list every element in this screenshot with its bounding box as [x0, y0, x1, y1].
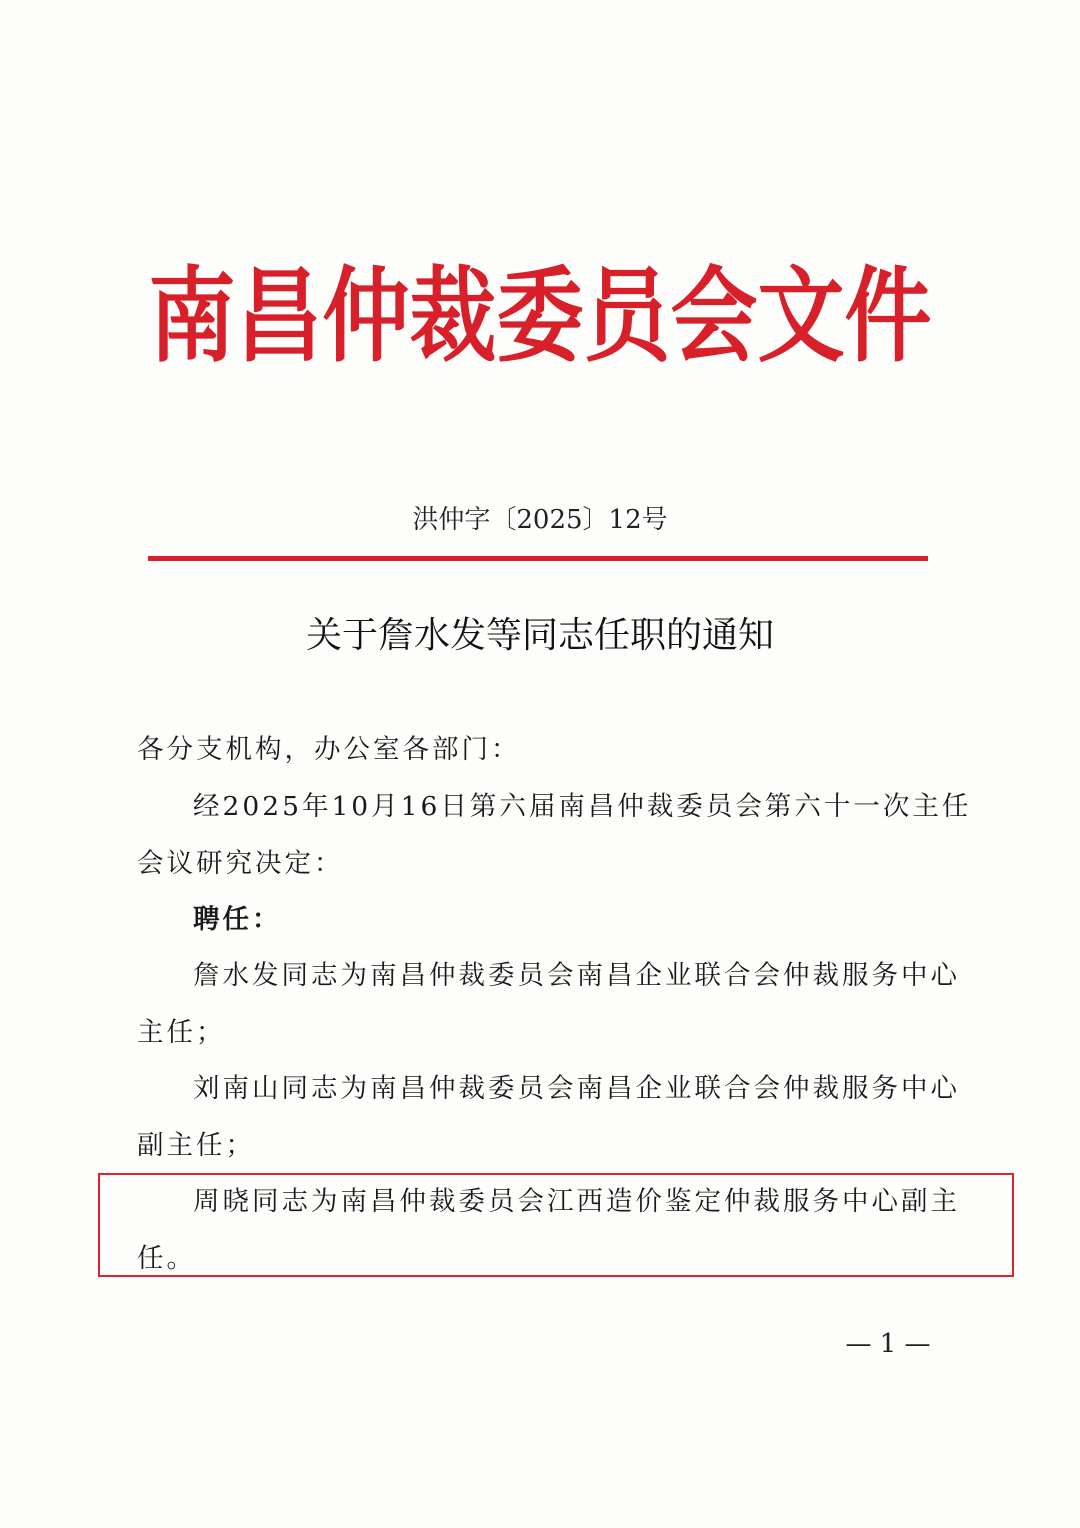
document-header-title: 南昌仲裁委员会文件: [148, 255, 932, 377]
appointment-1-line-2: 主任；: [137, 1017, 226, 1048]
highlight-annotation-box: [98, 1173, 1014, 1277]
appointment-2-line-2: 副主任；: [137, 1130, 255, 1161]
notice-title: 关于詹水发等同志任职的通知: [305, 615, 774, 656]
page-number: — 1 —: [845, 1329, 931, 1359]
appointment-2-line-1: 刘南山同志为南昌仲裁委员会南昌企业联合会仲裁服务中心: [193, 1073, 960, 1104]
red-divider-line: [148, 556, 928, 561]
appointment-1-line-1: 詹水发同志为南昌仲裁委员会南昌企业联合会仲裁服务中心: [193, 960, 960, 991]
appointment-3-line-2: 任。: [137, 1243, 196, 1274]
intro-line-2: 会议研究决定：: [137, 848, 344, 879]
salutation: 各分支机构，办公室各部门：: [137, 734, 521, 765]
intro-line-1: 经2025年10月16日第六届南昌仲裁委员会第六十一次主任: [193, 791, 972, 822]
document-number: 洪仲字〔2025〕12号: [412, 505, 668, 535]
appointment-3-line-1: 周晓同志为南昌仲裁委员会江西造价鉴定仲裁服务中心副主: [193, 1186, 960, 1217]
appoint-label: 聘任：: [193, 904, 282, 935]
